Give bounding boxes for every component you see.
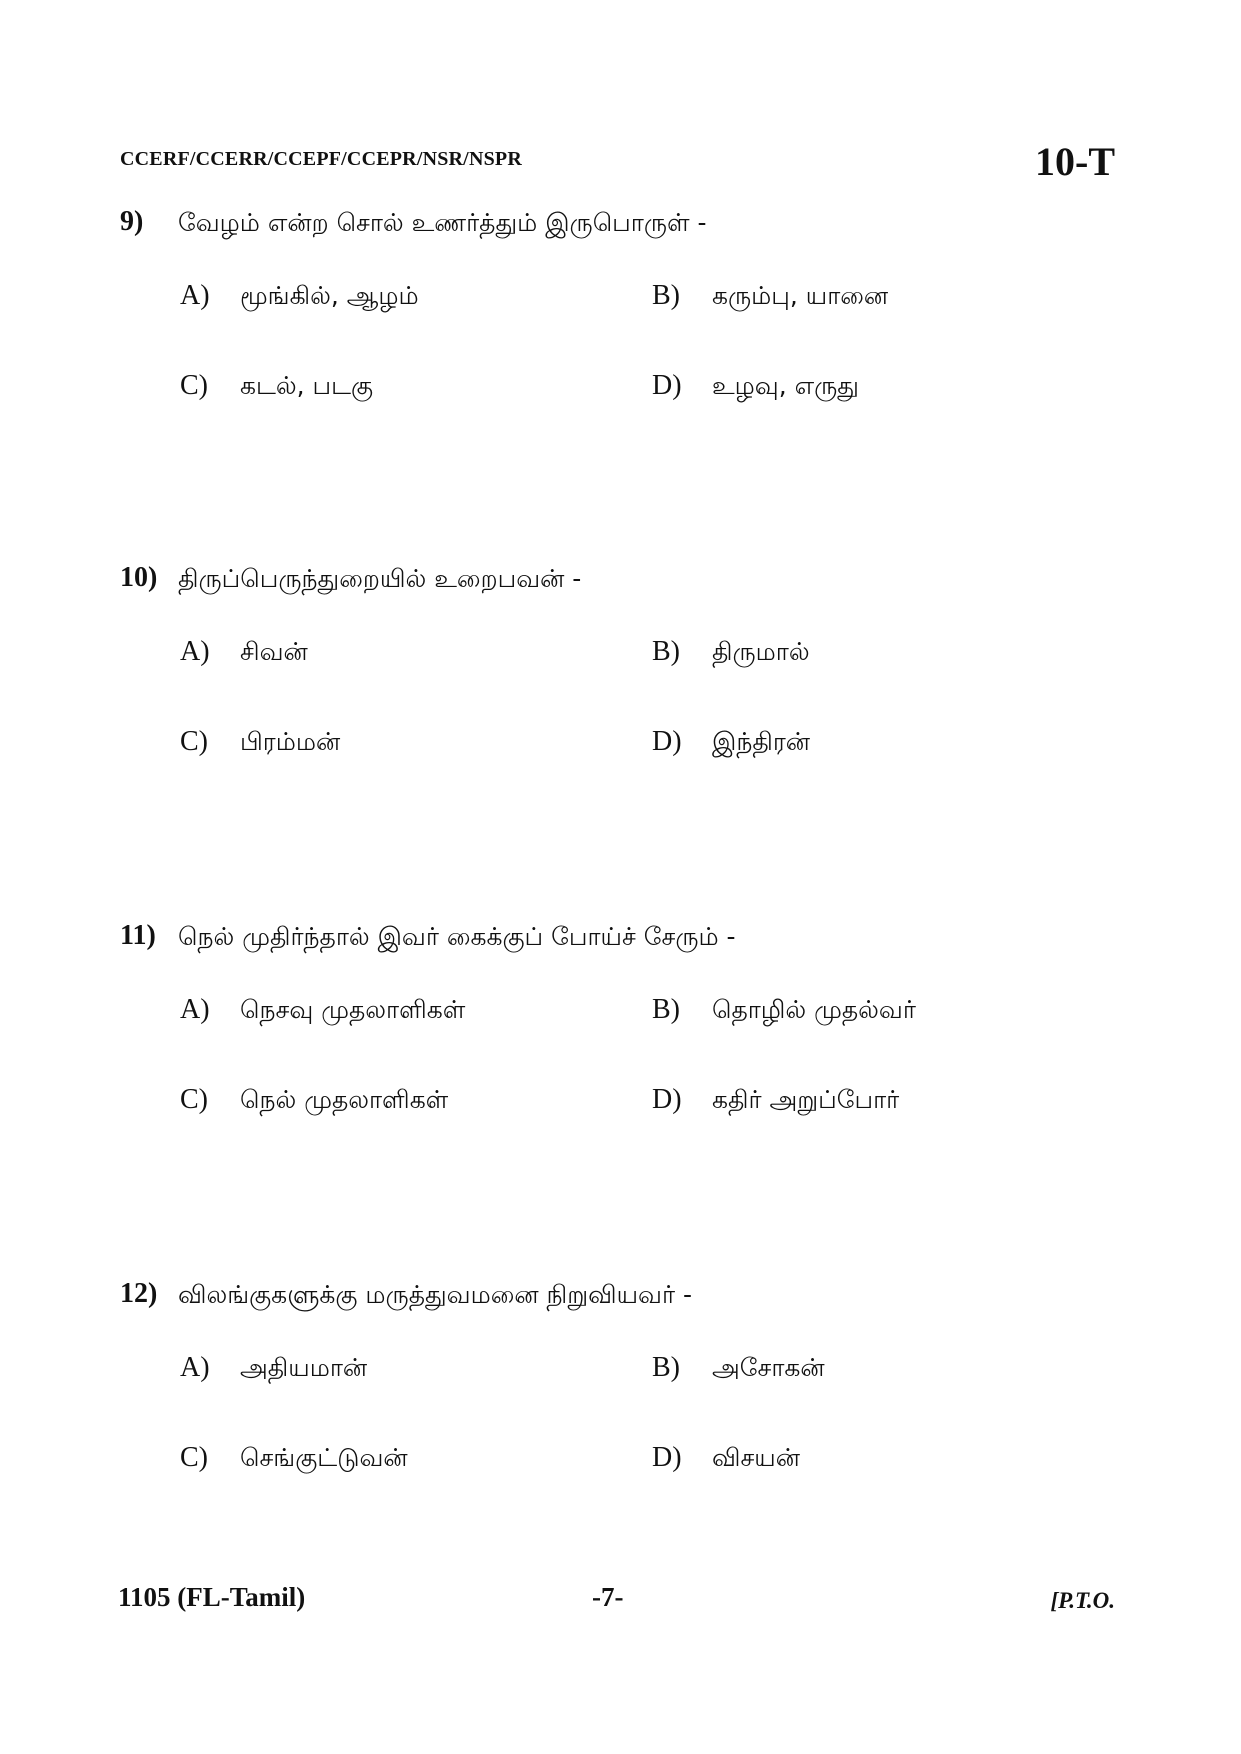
option-letter: C)	[180, 370, 208, 401]
option-text: மூங்கில், ஆழம்	[240, 281, 419, 310]
option-letter: A)	[180, 994, 210, 1025]
option-text: உழவு, எருது	[712, 371, 859, 400]
option-a	[180, 994, 465, 1028]
option-text: கரும்பு, யானை	[712, 281, 889, 310]
question-text: வேழம் என்ற சொல் உணர்த்தும் இருபொருள் -	[178, 208, 707, 237]
question-11	[120, 920, 1120, 1174]
option-letter: A)	[180, 636, 210, 667]
option-b	[652, 994, 916, 1028]
paper-code: 1105 (FL-Tamil)	[118, 1582, 306, 1612]
option-b	[652, 636, 810, 670]
question-text: விலங்குகளுக்கு மருத்துவமனை நிறுவியவர் -	[178, 1280, 692, 1309]
booklet-code: 10-T	[1035, 139, 1115, 184]
question-number: 9)	[120, 206, 144, 237]
option-d	[652, 1442, 800, 1476]
option-text: நெசவு முதலாளிகள்	[240, 995, 466, 1024]
option-text: விசயன்	[712, 1443, 800, 1472]
options-list	[120, 994, 1120, 1174]
option-letter: D)	[652, 1442, 682, 1473]
option-text: திருமால்	[712, 637, 810, 666]
option-a	[180, 636, 308, 670]
option-text: அதியமான்	[240, 1353, 368, 1382]
option-letter: B)	[652, 636, 680, 667]
question-10	[120, 562, 1120, 816]
option-text: சிவன்	[240, 637, 308, 666]
option-d	[652, 370, 859, 404]
page-number: -7-	[592, 1582, 624, 1612]
option-c	[180, 1084, 448, 1118]
option-letter: B)	[652, 994, 680, 1025]
question-text: நெல் முதிர்ந்தால் இவர் கைக்குப் போய்ச் சேரும் -	[178, 922, 736, 951]
options-list	[120, 636, 1120, 816]
option-letter: C)	[180, 726, 208, 757]
option-text: நெல் முதலாளிகள்	[240, 1085, 449, 1114]
option-b	[652, 1352, 825, 1386]
question-text: திருப்பெருந்துறையில் உறைபவன் -	[178, 564, 582, 593]
option-c	[180, 726, 340, 760]
option-letter: D)	[652, 370, 682, 401]
option-a	[180, 280, 419, 314]
option-letter: D)	[652, 1084, 682, 1115]
question-12	[120, 1278, 1120, 1532]
options-list	[120, 280, 1120, 460]
option-text: கதிர் அறுப்போர்	[712, 1085, 900, 1114]
option-text: கடல், படகு	[240, 371, 374, 400]
question-number: 12)	[120, 1278, 158, 1309]
pto-label: [P.T.O.	[1050, 1588, 1115, 1613]
option-d	[652, 1084, 899, 1118]
option-text: பிரம்மன்	[240, 727, 341, 756]
options-list	[120, 1352, 1120, 1532]
option-letter: C)	[180, 1084, 208, 1115]
option-letter: A)	[180, 280, 210, 311]
option-d	[652, 726, 810, 760]
header-codes: CCERF/CCERR/CCEPF/CCEPR/NSR/NSPR	[120, 148, 522, 170]
option-text: தொழில் முதல்வர்	[712, 995, 916, 1024]
option-b	[652, 280, 888, 314]
option-a	[180, 1352, 367, 1386]
option-letter: C)	[180, 1442, 208, 1473]
option-c	[180, 1442, 408, 1476]
question-9	[120, 206, 1120, 460]
option-text: செங்குட்டுவன்	[240, 1443, 408, 1472]
option-letter: D)	[652, 726, 682, 757]
option-letter: B)	[652, 1352, 680, 1383]
option-letter: A)	[180, 1352, 210, 1383]
option-c	[180, 370, 373, 404]
option-text: அசோகன்	[712, 1353, 825, 1382]
question-number: 10)	[120, 562, 158, 593]
question-number: 11)	[120, 920, 156, 951]
option-text: இந்திரன்	[712, 727, 810, 756]
option-letter: B)	[652, 280, 680, 311]
